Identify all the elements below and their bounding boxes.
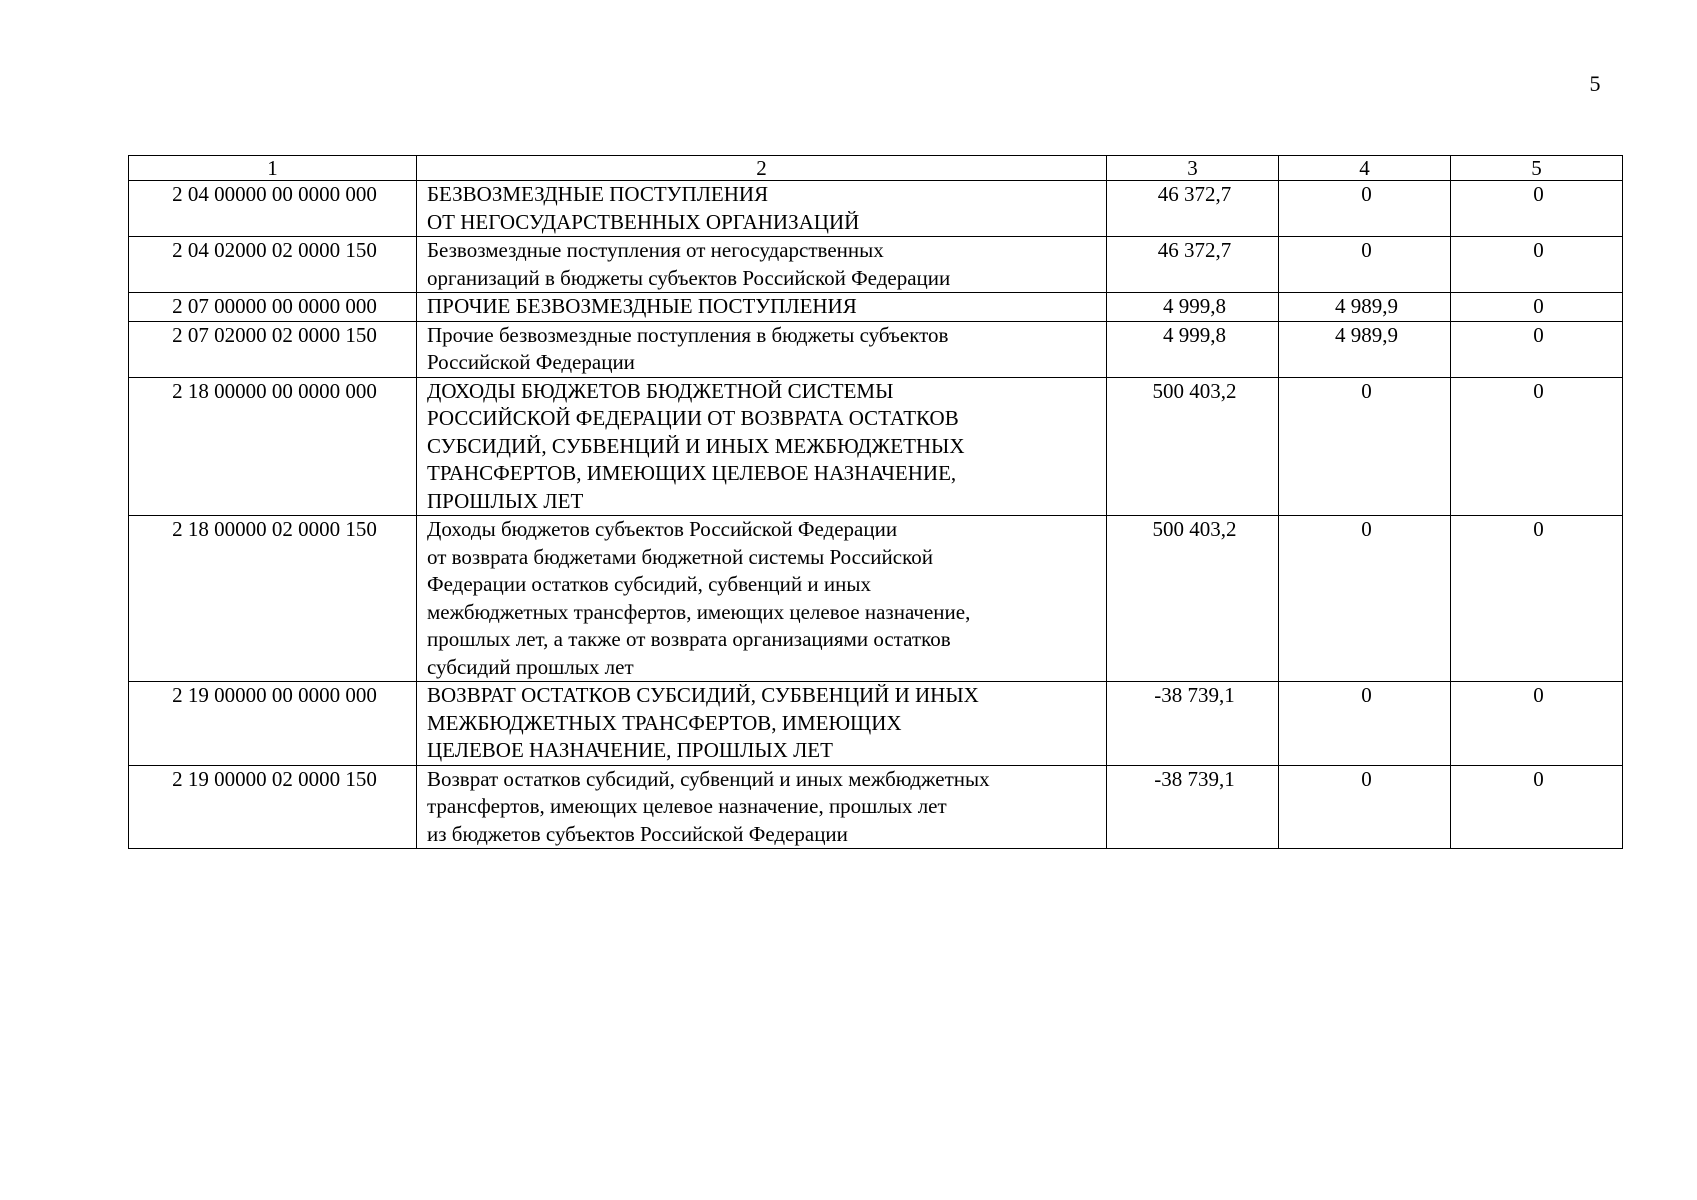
table-body — [129, 181, 1623, 849]
amount-col5-cell: 0 — [1451, 377, 1623, 516]
amount-col3-cell: -38 739,1 — [1107, 682, 1279, 766]
revenue-name-cell: Прочие безвозмездные поступления в бюджеты субъектов Российской Федерации — [417, 321, 1107, 377]
budget-code-cell: 2 18 00000 02 0000 150 — [129, 516, 417, 682]
column-header-1: 1 — [129, 156, 417, 181]
budget-code-cell: 2 19 00000 00 0000 000 — [129, 682, 417, 766]
amount-col4-cell: 0 — [1279, 765, 1451, 849]
amount-col4-cell: 0 — [1279, 682, 1451, 766]
budget-code-cell: 2 18 00000 00 0000 000 — [129, 377, 417, 516]
table-row — [129, 181, 1623, 237]
column-header-5: 5 — [1451, 156, 1623, 181]
amount-col4-cell: 0 — [1279, 181, 1451, 237]
amount-col4-cell: 0 — [1279, 237, 1451, 293]
header-row — [129, 156, 1623, 181]
amount-col5-cell: 0 — [1451, 765, 1623, 849]
amount-col3-cell: 4 999,8 — [1107, 321, 1279, 377]
revenue-name-cell: БЕЗВОЗМЕЗДНЫЕ ПОСТУПЛЕНИЯ ОТ НЕГОСУДАРСТВЕННЫХ ОРГАНИЗАЦИЙ — [417, 181, 1107, 237]
amount-col4-cell: 4 989,9 — [1279, 321, 1451, 377]
amount-col5-cell: 0 — [1451, 516, 1623, 682]
table-row — [129, 765, 1623, 849]
column-header-3: 3 — [1107, 156, 1279, 181]
budget-code-cell: 2 07 02000 02 0000 150 — [129, 321, 417, 377]
revenue-name-cell: Доходы бюджетов субъектов Российской Федерации от возврата бюджетами бюджетной системы Российской Федерации остатков субсидий, субвенций и иных межбюджетных трансфертов, имеющих целевое назначение, прошлых лет, а также от возврата организациями остатков субсидий прошлых лет — [417, 516, 1107, 682]
amount-col4-cell: 4 989,9 — [1279, 293, 1451, 322]
budget-code-cell: 2 07 00000 00 0000 000 — [129, 293, 417, 322]
amount-col3-cell: -38 739,1 — [1107, 765, 1279, 849]
amount-col3-cell: 46 372,7 — [1107, 181, 1279, 237]
table-header — [129, 156, 1623, 181]
budget-revenue-table — [128, 155, 1623, 849]
page-number: 5 — [1589, 71, 1601, 96]
revenue-name-cell: Безвозмездные поступления от негосударственных организаций в бюджеты субъектов Российской Федерации — [417, 237, 1107, 293]
amount-col5-cell: 0 — [1451, 682, 1623, 766]
amount-col3-cell: 4 999,8 — [1107, 293, 1279, 322]
amount-col4-cell: 0 — [1279, 377, 1451, 516]
amount-col3-cell: 46 372,7 — [1107, 237, 1279, 293]
table-row — [129, 237, 1623, 293]
revenue-name-cell: ПРОЧИЕ БЕЗВОЗМЕЗДНЫЕ ПОСТУПЛЕНИЯ — [417, 293, 1107, 322]
budget-code-cell: 2 04 00000 00 0000 000 — [129, 181, 417, 237]
amount-col5-cell: 0 — [1451, 181, 1623, 237]
column-header-4: 4 — [1279, 156, 1451, 181]
table-row — [129, 682, 1623, 766]
revenue-name-cell: ДОХОДЫ БЮДЖЕТОВ БЮДЖЕТНОЙ СИСТЕМЫ РОССИЙСКОЙ ФЕДЕРАЦИИ ОТ ВОЗВРАТА ОСТАТКОВ СУБСИДИЙ, СУБВЕНЦИЙ И ИНЫХ МЕЖБЮДЖЕТНЫХ ТРАНСФЕРТОВ, ИМЕЮЩИХ ЦЕЛЕВОЕ НАЗНАЧЕНИЕ, ПРОШЛЫХ ЛЕТ — [417, 377, 1107, 516]
table-row — [129, 377, 1623, 516]
budget-code-cell: 2 19 00000 02 0000 150 — [129, 765, 417, 849]
amount-col5-cell: 0 — [1451, 321, 1623, 377]
revenue-name-cell: Возврат остатков субсидий, субвенций и иных межбюджетных трансфертов, имеющих целевое назначение, прошлых лет из бюджетов субъектов Российской Федерации — [417, 765, 1107, 849]
amount-col5-cell: 0 — [1451, 237, 1623, 293]
amount-col3-cell: 500 403,2 — [1107, 516, 1279, 682]
table-row — [129, 321, 1623, 377]
amount-col5-cell: 0 — [1451, 293, 1623, 322]
amount-col3-cell: 500 403,2 — [1107, 377, 1279, 516]
column-header-2: 2 — [417, 156, 1107, 181]
budget-code-cell: 2 04 02000 02 0000 150 — [129, 237, 417, 293]
table-row — [129, 293, 1623, 322]
table-row — [129, 516, 1623, 682]
amount-col4-cell: 0 — [1279, 516, 1451, 682]
revenue-name-cell: ВОЗВРАТ ОСТАТКОВ СУБСИДИЙ, СУБВЕНЦИЙ И ИНЫХ МЕЖБЮДЖЕТНЫХ ТРАНСФЕРТОВ, ИМЕЮЩИХ ЦЕЛЕВОЕ НАЗНАЧЕНИЕ, ПРОШЛЫХ ЛЕТ — [417, 682, 1107, 766]
